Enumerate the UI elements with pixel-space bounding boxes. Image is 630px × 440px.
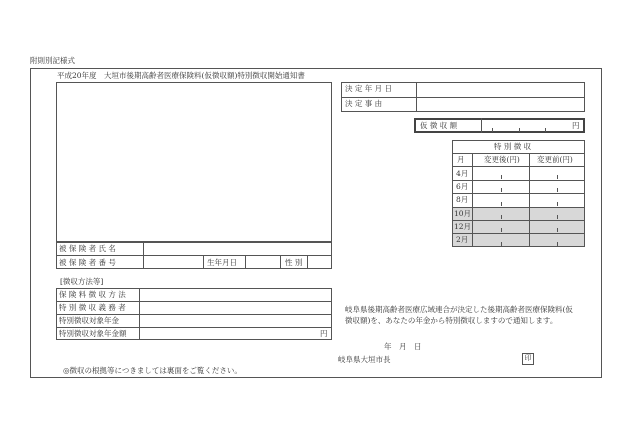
table-tick [501,188,502,192]
col-month-header: 月 [457,155,465,164]
provisional-divider [481,118,482,133]
insured-col-line [203,255,204,269]
table-tick [557,242,558,246]
notice-text-line-2: 徴収額)を、あなたの年金から特別徴収しますので通知します。 [345,316,558,325]
table-tick [557,228,558,232]
issuer-name: 岐阜県大垣市長 [338,355,391,364]
collection-amount-label: 特別徴収対象年金額 [59,329,127,338]
insured-name-label: 被 保 険 者 氏 名 [59,244,116,253]
seal-mark: 印 [522,353,534,365]
table-tick [557,215,558,219]
table-tick [557,175,558,179]
birth-date-label: 生年月日 [207,258,237,267]
table-tick [501,202,502,206]
special-collection-heading: 特 別 徴 収 [494,142,532,151]
issue-date: 年 月 日 [384,342,422,351]
insured-number-label: 被 保 険 者 番 号 [59,258,116,267]
provisional-amount-value[interactable] [483,120,569,131]
collection-method-label: 保 険 料 徴 収 方 法 [59,290,126,299]
notice-text-line-1: 岐阜県後期高齢者医療広域連合が決定した後期高齢者医療保険料(仮 [345,305,573,314]
collection-obligor-value[interactable] [140,302,331,313]
form-title: 平成20年度 大垣市後期高齢者医療保険料(仮徴収額)特別徴収開始通知書 [57,71,305,80]
decision-reason-value[interactable] [417,98,583,111]
table-line [452,193,585,194]
insured-number-value[interactable] [144,256,202,268]
footnote: ◎徴収の根拠等につきましては裏面をご覧ください。 [63,366,242,375]
collection-method-value[interactable] [140,289,331,300]
provisional-amount-label: 仮 徴 収 額 [420,121,458,130]
insured-col-line [280,255,281,269]
row-month-label: 8月 [456,195,469,204]
row-month-label: 2月 [456,235,469,244]
collection-obligor-label: 特 別 徴 収 義 務 者 [59,303,126,312]
form-header-label: 附則別記様式 [30,56,75,65]
row-month-label: 6月 [456,182,469,191]
table-tick [557,188,558,192]
collection-amount-value[interactable] [140,328,318,339]
table-tick [501,242,502,246]
table-tick [501,228,502,232]
col-before-header: 変更前(円) [537,155,573,164]
sex-value[interactable] [308,256,331,268]
decision-reason-label: 決 定 事 由 [345,99,383,108]
sex-label: 性 別 [285,258,303,267]
table-line [452,220,585,221]
table-tick [501,175,502,179]
address-area [56,82,332,242]
collection-pension-label: 特別徴収対象年金 [59,316,119,325]
table-line [452,233,585,234]
table-line [452,180,585,181]
decision-date-label: 決 定 年 月 日 [345,84,393,93]
col-after-header: 変更後(円) [484,155,520,164]
decision-date-value[interactable] [417,83,583,96]
provisional-amount-unit: 円 [572,121,580,130]
table-tick [557,202,558,206]
birth-date-value[interactable] [246,256,279,268]
insured-name-value[interactable] [144,243,331,254]
row-month-label: 10月 [454,209,472,218]
row-month-label: 4月 [456,169,469,178]
collection-amount-unit: 円 [320,329,328,338]
row-month-label: 12月 [454,222,472,231]
collection-heading: [徴収方法等] [60,277,104,286]
table-line [452,207,585,208]
table-tick [501,215,502,219]
collection-pension-value[interactable] [140,315,331,326]
